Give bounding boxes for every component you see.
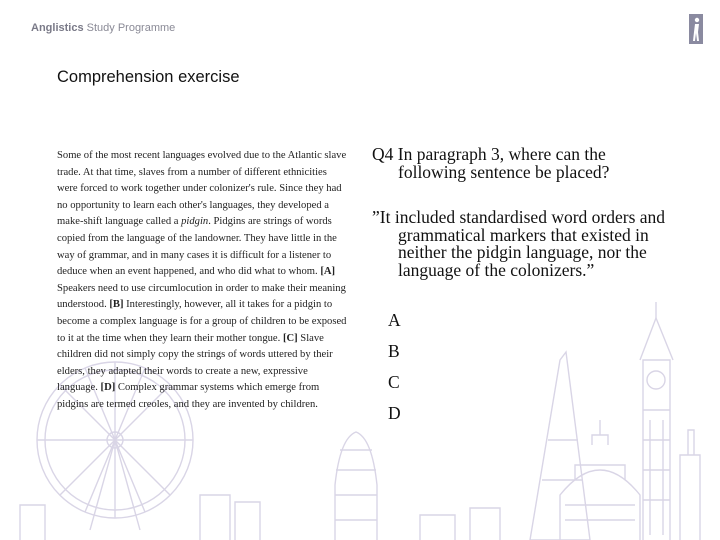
reading-passage: Some of the most recent languages evolved due to the Atlantic slave trade. At that time, slaves from a number of different ethnicities were forced to work together under colonizer's rule. Since they had no opportunity to learn each other's languages, they developed a make-shift language called a pidgin. Pidgins are strings of words copied from the language of the landowner. They have little in the way of grammar, and in many cases it is difficult for a listener to deduce when an event happened, and who did what to whom. [A] Speakers need to use circumlocution in order to make their meaning understood. [B] Interestingly, however, all it takes for a pidgin to become a complex language is for a group of children to be exposed to it at the time when they learn their mother tongue. [C] Slave children did not simply copy the strings of words uttered by their elders, they adapted their words to create a new, expressive language. [D] Complex grammar systems which emerge from pidgins are termed creoles, and they are invented by children. [57,150,347,410]
programme-name: Study Programme [86,22,176,34]
programme-header [31,22,175,34]
marker-d: [D] [100,382,116,394]
option-c[interactable]: C [388,372,400,392]
option-a[interactable]: A [388,310,401,330]
pidgin-term: pidgin [181,216,209,228]
answer-options [388,310,401,434]
brand-name: Anglistics [31,22,84,34]
marker-b: [B] [109,299,124,311]
marker-c: [C] [282,332,298,344]
question-block [372,146,672,279]
question-prompt: Q4 In paragraph 3, where can the following sentence be placed? [372,144,610,182]
option-b[interactable]: B [388,341,400,361]
sentence-to-place: ”It included standardised word orders and grammatical markers that existed in neither the pidgin language, nor the language of the colonizers.” [372,207,666,280]
option-d[interactable]: D [388,403,401,423]
marker-a: [A] [320,266,336,278]
page-title: Comprehension exercise [57,68,240,86]
figure-logo-icon [689,14,703,44]
